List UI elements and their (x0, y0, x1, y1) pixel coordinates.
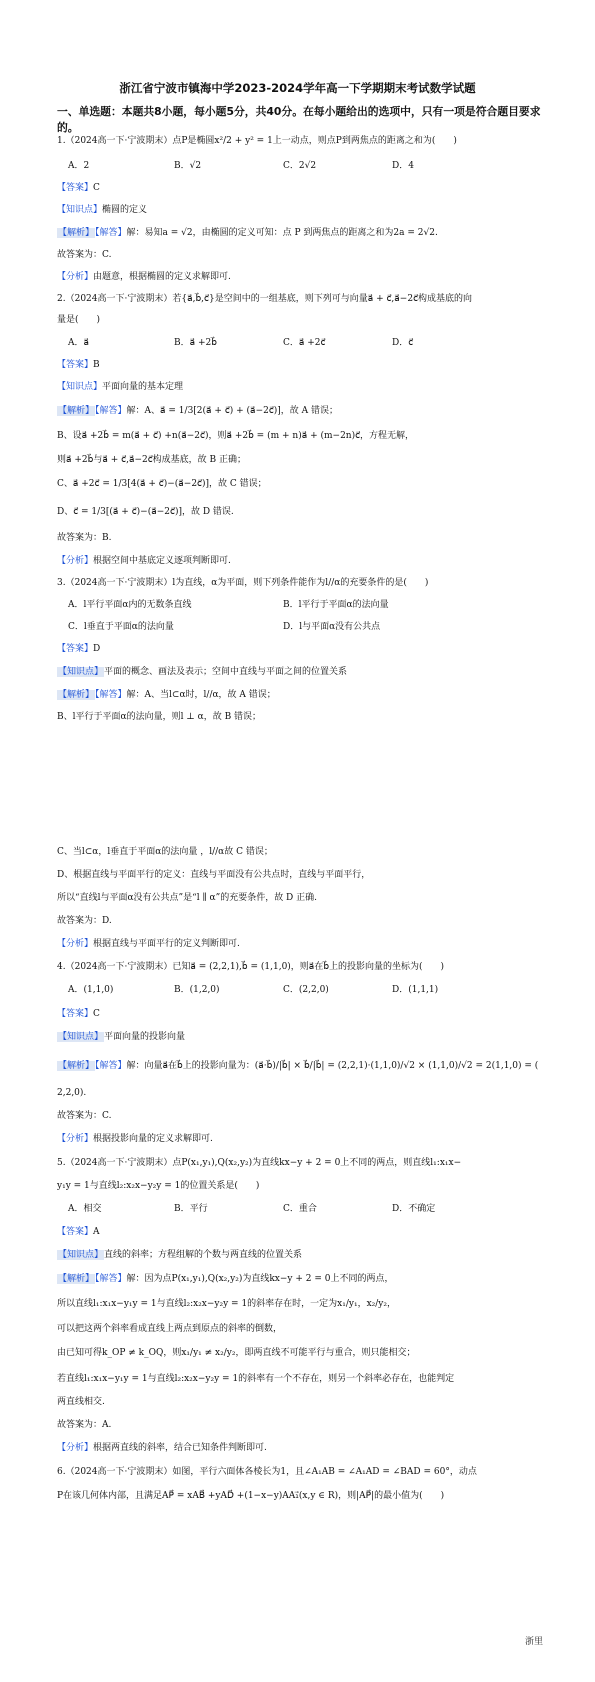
q5-analysis-4: 由已知可得k_OP ≠ k_OQ，则x₁/y₁ ≠ x₂/y₂，即两直线不可能平行与重合，则只能相交； (57, 1348, 416, 1358)
q5-answer: 【答案】A (57, 1227, 100, 1237)
q2-result: 故答案为：B. (57, 533, 112, 543)
q3-analysis-b: B、l平行于平面α的法向量，则l ⊥ α，故 B 错误； (57, 712, 262, 722)
q1-summary: 【分析】由题意，根据椭圆的定义求解即可. (57, 272, 231, 282)
q5-stem-cont: y₁y = 1与直线l₂:x₂x−y₂y = 1的位置关系是( ) (57, 1181, 260, 1191)
q2-knowledge: 【知识点】平面向量的基本定理 (57, 382, 184, 392)
q3-option-c: C．l垂直于平面α的法向量 (68, 622, 174, 632)
q2-analysis-b: B、设a⃗ +2b⃗ = m(a⃗ + c⃗) +n(a⃗−2c⃗)，则a⃗ +2b⃗ = (m + n)a⃗ + (m−2n)c⃗，方程无解， (57, 431, 415, 441)
q1-stem: 1.（2024高一下·宁波期末）点P是椭圆x²/2 + y² = 1上一动点，则点P到两焦点的距离之和为( ) (57, 136, 457, 146)
q5-analysis-6: 两直线相交. (57, 1397, 105, 1407)
q3-knowledge: 【知识点】平面的概念、画法及表示；空间中直线与平面之间的位置关系 (58, 667, 348, 677)
q5-analysis: 【解析】【解答】解：因为点P(x₁,y₁),Q(x₂,y₂)为直线kx−y + 2 = 0上不同的两点， (58, 1274, 394, 1284)
q2-option-c: C．a⃗ +2c⃗ (283, 338, 326, 348)
q4-stem: 4.（2024高一下·宁波期末）已知a⃗ = (2,2,1),b⃗ = (1,1,0)，则a⃗在b⃗上的投影向量的坐标为( ) (57, 962, 445, 972)
q2-analysis-b-cont: 则a⃗ +2b⃗与a⃗ + c⃗,a⃗−2c⃗构成基底，故 B 正确； (57, 455, 247, 465)
q1-result: 故答案为：C. (57, 250, 112, 260)
q3-option-a: A．l平行平面α内的无数条直线 (68, 600, 192, 610)
q4-option-c: C．(2,2,0) (283, 985, 329, 995)
q2-summary: 【分析】根据空间中基底定义逐项判断即可. (57, 556, 231, 566)
q2-answer: 【答案】B (57, 360, 100, 370)
page-title: 浙江省宁波市镇海中学2023-2024学年高一下学期期末考试数学试题 (119, 81, 476, 95)
q2-option-d: D．c⃗ (392, 338, 414, 348)
q3-analysis-d: D、根据直线与平面平行的定义：直线与平面没有公共点时，直线与平面平行， (57, 870, 371, 880)
q4-result: 故答案为：C. (57, 1111, 112, 1121)
q1-knowledge: 【知识点】椭圆的定义 (57, 205, 148, 215)
q5-option-a: A．相交 (68, 1204, 102, 1214)
q3-stem: 3.（2024高一下·宁波期末）l为直线，α为平面，则下列条件能作为l//α的充要条件的是( ) (57, 578, 429, 588)
q4-option-a: A．(1,1,0) (68, 985, 114, 995)
q6-stem-cont: P在该几何体内部，且满足AP⃗ = xAB⃗ +yAD⃗ +(1−x−y)AA₁⃗(x,y ∈ R)，则|AP⃗|的最小值为( ) (57, 1491, 445, 1501)
q5-option-c: C．重合 (283, 1204, 317, 1214)
q4-option-d: D．(1,1,1) (392, 985, 439, 995)
section-heading: 一、单选题：本题共8小题，每小题5分，共40分。在每小题给出的选项中，只有一项是符合题目要求的。 (57, 105, 541, 134)
q4-summary: 【分析】根据投影向量的定义求解即可. (57, 1134, 213, 1144)
q3-option-b: B．l平行于平面α的法向量 (283, 600, 389, 610)
q2-option-b: B．a⃗ +2b⃗ (174, 338, 217, 348)
q5-stem: 5.（2024高一下·宁波期末）点P(x₁,y₁),Q(x₂,y₂)为直线kx−y + 2 = 0上不同的两点，则直线l₁:x₁x− (57, 1158, 462, 1168)
q1-option-c: C．2√2 (283, 161, 317, 171)
q2-analysis-d: D、c⃗ = 1/3[(a⃗ + c⃗)−(a⃗−2c⃗)]，故 D 错误. (57, 507, 234, 517)
q3-analysis-c: C、当l⊂α，l垂直于平面α的法向量 ，l//α故 C 错误； (57, 847, 273, 857)
q5-option-d: D．不确定 (392, 1204, 436, 1214)
page-footer: 浙里 (524, 1637, 543, 1647)
q5-result: 故答案为：A. (57, 1420, 112, 1430)
q3-result: 故答案为：D. (57, 916, 112, 926)
q5-analysis-3: 可以把这两个斜率看成直线上两点到原点的斜率的倒数， (57, 1324, 283, 1334)
q2-analysis-a: 【解析】【解答】解：A、a⃗ = 1/3[2(a⃗ + c⃗) + (a⃗−2c⃗)]，故 A 错误； (58, 406, 339, 416)
q3-analysis-a: 【解析】【解答】解：A、当l⊂α时，l//α，故 A 错误； (58, 690, 276, 700)
q4-knowledge: 【知识点】平面向量的投影向量 (58, 1032, 186, 1042)
q2-stem-cont: 量是( ) (57, 315, 101, 325)
q5-knowledge: 【知识点】直线的斜率；方程组解的个数与两直线的位置关系 (58, 1250, 303, 1260)
q5-analysis-2: 所以直线l₁:x₁x−y₁y = 1与直线l₂:x₂x−y₂y = 1的斜率存在时，一定为x₁/y₁，x₂/y₂， (57, 1299, 396, 1309)
q3-summary: 【分析】根据直线与平面平行的定义判断即可. (57, 939, 240, 949)
q1-answer: 【答案】C (57, 183, 100, 193)
q1-option-d: D．4 (392, 161, 414, 171)
q2-option-a: A．a⃗ (68, 338, 90, 348)
q3-option-d: D．l与平面α没有公共点 (283, 622, 381, 632)
q4-option-b: B．(1,2,0) (174, 985, 220, 995)
q4-answer: 【答案】C (57, 1009, 100, 1019)
q2-stem: 2.（2024高一下·宁波期末）若{a⃗,b⃗,c⃗}是空间中的一组基底，则下列可与向量a⃗ + c⃗,a⃗−2c⃗构成基底的向 (57, 294, 473, 304)
q5-option-b: B．平行 (174, 1204, 208, 1214)
q1-option-a: A．2 (68, 161, 90, 171)
q4-analysis: 【解析】【解答】解：向量a⃗在b⃗上的投影向量为：(a⃗·b⃗)/|b⃗| × b⃗/|b⃗| = (2,2,1)·(1,1,0)/√2 × (1,1,0)/√2 = 2(1,1,0) = ( (58, 1061, 539, 1071)
q6-stem: 6.（2024高一下·宁波期末）如图，平行六面体各棱长为1，且∠A₁AB = ∠A₁AD = ∠BAD = 60°，动点 (57, 1467, 477, 1477)
q1-analysis: 【解析】【解答】解：易知a = √2，由椭圆的定义可知：点 P 到两焦点的距离之和为2a = 2√2. (58, 228, 438, 238)
q4-analysis-cont: 2,2,0). (57, 1088, 87, 1098)
q5-analysis-5: 若直线l₁:x₁x−y₁y = 1与直线l₂:x₂x−y₂y = 1的斜率有一个不存在，则另一个斜率必存在，也能判定 (57, 1374, 455, 1384)
q5-summary: 【分析】根据两直线的斜率，结合已知条件判断即可. (57, 1443, 267, 1453)
q2-analysis-c: C、a⃗ +2c⃗ = 1/3[4(a⃗ + c⃗)−(a⃗−2c⃗)]，故 C 错误； (57, 479, 267, 489)
q3-answer: 【答案】D (57, 644, 101, 654)
q3-analysis-d-cont: 所以“直线l与平面α没有公共点”是“l ∥ α”的充要条件，故 D 正确. (57, 893, 317, 903)
q1-option-b: B．√2 (174, 161, 202, 171)
